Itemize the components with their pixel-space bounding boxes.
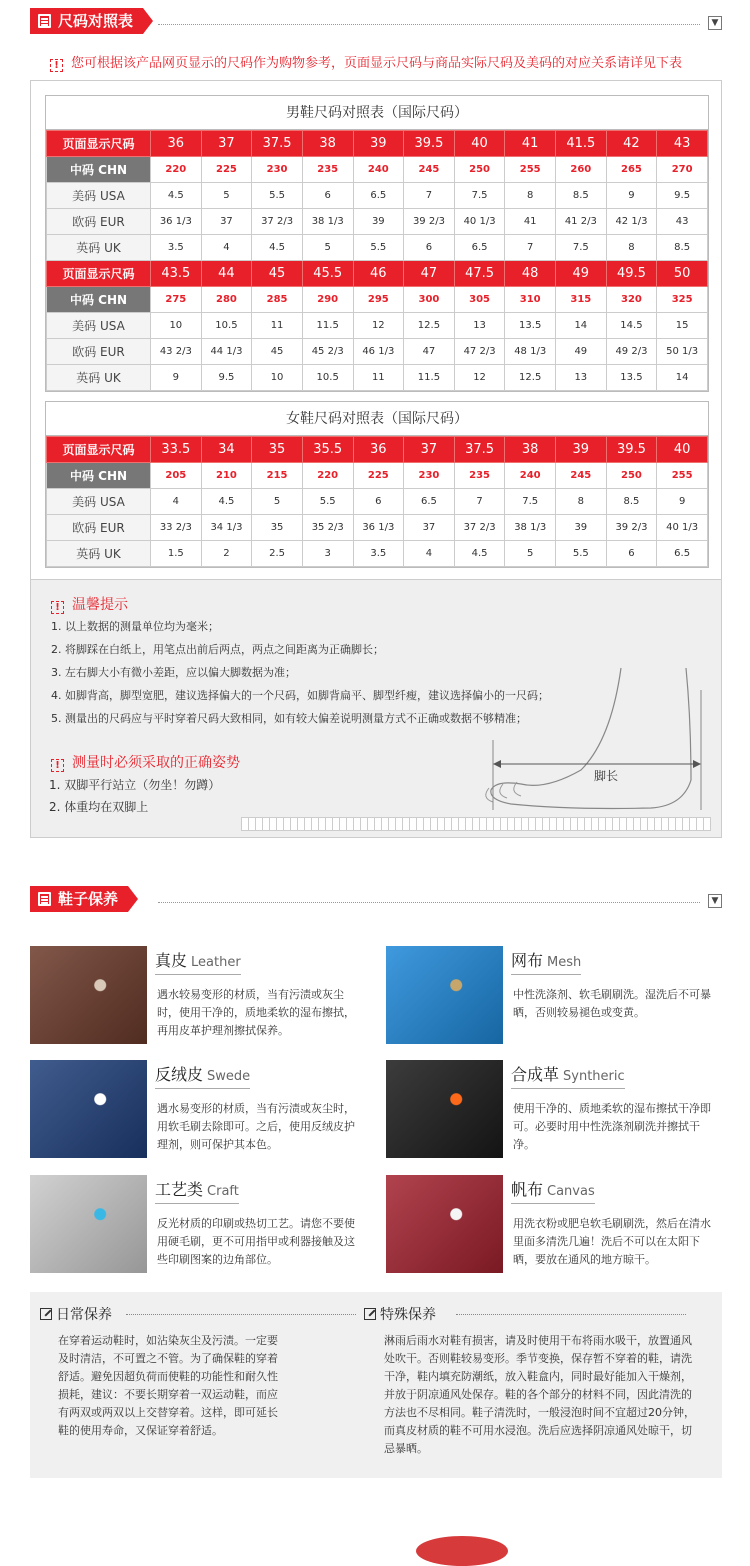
size-cell: 44 [201, 261, 252, 287]
care-item [30, 1060, 370, 1160]
size-cell: 47 [404, 261, 455, 287]
size-cell: 255 [657, 463, 708, 489]
size-cell: 280 [201, 287, 252, 313]
size-row [47, 235, 708, 261]
women-table-grid [46, 436, 708, 567]
material-desc: 用洗衣粉或肥皂软毛刷刷洗，然后在清水里面多清洗几遍！洗后不可以在太阳下晒，要放在通风的地方晾干。 [513, 1217, 711, 1266]
size-cell: 46 [353, 261, 404, 287]
size-cell: 36 [353, 437, 404, 463]
alert-icon: ! [50, 59, 63, 72]
material-desc: 反光材质的印刷或热切工艺。请您不要使用硬毛刷，更不可用指甲或利器接触及这些印刷图案的边角部位。 [157, 1217, 355, 1266]
divider [158, 24, 700, 25]
material-desc: 中性洗涤剂、软毛刷刷洗。湿洗后不可暴晒，否则较易褪色或变黄。 [513, 988, 711, 1019]
women-table-title: 女鞋尺码对照表（国际尺码） [46, 402, 708, 436]
material-desc: 使用干净的、质地柔软的湿布擦拭干净即可。必要时用中性洗涤剂刷洗并擦拭干净。 [513, 1102, 711, 1151]
material-name [155, 1062, 250, 1089]
size-cell: 7.5 [556, 235, 607, 261]
tips-heading [51, 594, 128, 614]
table-icon [38, 14, 51, 28]
size-cell: 7 [505, 235, 556, 261]
size-cell: 41 [505, 209, 556, 235]
size-cell: 39 2/3 [404, 209, 455, 235]
size-cell: 5.5 [556, 541, 607, 567]
size-cell: 4.5 [252, 235, 303, 261]
size-cell: 14 [657, 365, 708, 391]
size-cell: 275 [151, 287, 202, 313]
size-row-label: 中码 CHN [47, 463, 151, 489]
size-cell: 205 [151, 463, 202, 489]
size-cell: 45.5 [302, 261, 353, 287]
material-name-cn: 帆布 [511, 1180, 544, 1199]
size-cell: 320 [606, 287, 657, 313]
size-cell: 4.5 [201, 489, 252, 515]
women-size-table [45, 401, 709, 568]
ruler [241, 817, 711, 831]
size-cell: 12 [353, 313, 404, 339]
care-title: 鞋子保养 [58, 890, 119, 908]
material-name-cn: 网布 [511, 951, 544, 970]
size-row [47, 131, 708, 157]
size-cell: 13.5 [606, 365, 657, 391]
tip-line: 4. 如脚背高，脚型宽肥，建议选择偏大的一个尺码，如脚背扁平、脚型纤瘦，建议选择偏小的一尺码； [51, 689, 549, 702]
size-cell: 33.5 [151, 437, 202, 463]
size-row-label: 中码 CHN [47, 157, 151, 183]
size-cell: 220 [302, 463, 353, 489]
chevron-down-icon[interactable]: ▼ [708, 894, 722, 908]
size-cell: 43 [657, 131, 708, 157]
foot-illustration [451, 660, 721, 820]
size-cell: 245 [404, 157, 455, 183]
size-cell: 310 [505, 287, 556, 313]
size-cell: 10 [252, 365, 303, 391]
size-cell: 7.5 [505, 489, 556, 515]
size-cell: 6 [606, 541, 657, 567]
alert-icon: ! [51, 601, 64, 614]
size-cell: 43 [657, 209, 708, 235]
material-image [30, 1175, 147, 1273]
size-cell: 4.5 [151, 183, 202, 209]
size-cell: 40 1/3 [454, 209, 505, 235]
size-chart-title: 尺码对照表 [58, 12, 134, 30]
alert-icon: ! [51, 759, 64, 772]
size-row [47, 209, 708, 235]
material-name-cn: 工艺类 [155, 1180, 204, 1199]
tip-line: 5. 测量出的尺码应与平时穿着尺码大致相同，如有较大偏差说明测量方式不正确或数据不够精准； [51, 712, 527, 725]
size-cell: 34 1/3 [201, 515, 252, 541]
size-cell: 48 [505, 261, 556, 287]
size-cell: 230 [404, 463, 455, 489]
size-cell: 7 [454, 489, 505, 515]
size-cell: 42 1/3 [606, 209, 657, 235]
size-cell: 49 [556, 339, 607, 365]
size-cell: 44 1/3 [201, 339, 252, 365]
posture-line: 2. 体重均在双脚上 [49, 800, 149, 814]
size-cell: 45 [252, 261, 303, 287]
material-desc: 遇水易变形的材质，当有污渍或灰尘时，用软毛刷去除即可。之后，使用反绒皮护理剂，则可保护其本色。 [157, 1102, 355, 1151]
size-cell: 11.5 [302, 313, 353, 339]
size-row-label: 欧码 EUR [47, 339, 151, 365]
size-row-label: 欧码 EUR [47, 515, 151, 541]
size-cell: 43 2/3 [151, 339, 202, 365]
size-cell: 2.5 [252, 541, 303, 567]
size-cell: 14.5 [606, 313, 657, 339]
size-cell: 14 [556, 313, 607, 339]
size-cell: 235 [302, 157, 353, 183]
material-name-en: Leather [191, 955, 241, 970]
document-icon [38, 892, 51, 906]
size-cell: 49.5 [606, 261, 657, 287]
divider [158, 902, 700, 903]
size-cell: 37 [201, 131, 252, 157]
size-cell: 39.5 [404, 131, 455, 157]
size-panel [30, 80, 722, 838]
material-name-en: Mesh [547, 955, 582, 970]
size-cell: 43.5 [151, 261, 202, 287]
size-row-label: 美码 USA [47, 489, 151, 515]
size-row-label: 欧码 EUR [47, 209, 151, 235]
size-cell: 33 2/3 [151, 515, 202, 541]
material-image [30, 1060, 147, 1158]
size-row-label: 英码 UK [47, 235, 151, 261]
care-item [386, 1060, 726, 1160]
size-cell: 315 [556, 287, 607, 313]
material-image [386, 1060, 503, 1158]
size-row [47, 489, 708, 515]
size-cell: 9 [657, 489, 708, 515]
size-cell: 5.5 [353, 235, 404, 261]
material-name-en: Syntheric [563, 1069, 625, 1084]
size-cell: 37.5 [454, 437, 505, 463]
size-cell: 235 [454, 463, 505, 489]
size-cell: 47 2/3 [454, 339, 505, 365]
divider [126, 1314, 356, 1315]
daily-care-title: 日常保养 [56, 1307, 112, 1323]
size-row-label: 英码 UK [47, 541, 151, 567]
size-cell: 5 [302, 235, 353, 261]
size-cell: 270 [657, 157, 708, 183]
care-tag [30, 886, 128, 912]
size-cell: 37.5 [252, 131, 303, 157]
size-cell: 11 [353, 365, 404, 391]
material-image [386, 946, 503, 1044]
size-cell: 39 2/3 [606, 515, 657, 541]
size-row-label: 页面显示尺码 [47, 261, 151, 287]
size-cell: 38 [302, 131, 353, 157]
size-cell: 3 [302, 541, 353, 567]
size-cell: 15 [657, 313, 708, 339]
size-cell: 41 2/3 [556, 209, 607, 235]
posture-heading [51, 752, 240, 772]
size-cell: 325 [657, 287, 708, 313]
tips-title: 温馨提示 [72, 597, 128, 613]
posture-title: 测量时必须采取的正确姿势 [72, 755, 240, 771]
posture-line: 1. 双脚平行站立（勿坐！勿蹲） [49, 778, 221, 792]
daily-care-text: 在穿着运动鞋时，如沾染灰尘及污渍。一定要及时清洁，不可置之不管。为了确保鞋的穿着舒适。避免因超负荷而使鞋的功能性和耐久性损耗，建议：不要长期穿着一双运动鞋，而应有两双或两双以上交替穿着。这样，即可延长鞋的使用寿命，又保证穿着舒适。 [58, 1334, 278, 1437]
size-row-label: 中码 CHN [47, 287, 151, 313]
material-name [511, 948, 581, 975]
size-cell: 38 [505, 437, 556, 463]
tips-area [31, 579, 721, 837]
size-cell: 12.5 [404, 313, 455, 339]
material-name [511, 1177, 595, 1204]
size-cell: 8 [606, 235, 657, 261]
size-cell: 37 [404, 515, 455, 541]
special-care-text: 淋雨后雨水对鞋有损害，请及时使用干布将雨水吸干，放置通风处吹干。否则鞋较易变形。季节变换，保存暂不穿着的鞋，请洗干净，鞋内填充防潮纸，放入鞋盒内，同时最好能加入干燥剂，并放于阴凉通风处保存。鞋的各个部分的材料不同，因此清洗的方法也不尽相同。鞋子清洗时，一般浸泡时间不宜超过20分钟，而真皮材质的鞋不可用水浸泡。洗后应选择阴凉通风处晾干，切忌暴晒。 [384, 1334, 695, 1455]
size-row [47, 437, 708, 463]
size-cell: 295 [353, 287, 404, 313]
size-row [47, 157, 708, 183]
size-cell: 240 [505, 463, 556, 489]
size-cell: 34 [201, 437, 252, 463]
size-cell: 305 [454, 287, 505, 313]
size-cell: 40 [454, 131, 505, 157]
size-cell: 6 [404, 235, 455, 261]
size-cell: 300 [404, 287, 455, 313]
size-cell: 3.5 [151, 235, 202, 261]
size-cell: 3.5 [353, 541, 404, 567]
size-cell: 40 1/3 [657, 515, 708, 541]
size-cell: 13 [454, 313, 505, 339]
size-cell: 9.5 [657, 183, 708, 209]
size-row [47, 287, 708, 313]
edit-icon [364, 1308, 376, 1320]
special-care-title: 特殊保养 [380, 1307, 436, 1323]
size-notice [50, 52, 682, 72]
size-cell: 50 1/3 [657, 339, 708, 365]
size-row [47, 313, 708, 339]
material-name-cn: 真皮 [155, 951, 188, 970]
material-image [386, 1175, 503, 1273]
tip-line: 1. 以上数据的测量单位均为毫米； [51, 620, 219, 633]
size-cell: 13 [556, 365, 607, 391]
care-header [30, 886, 722, 912]
size-cell: 39.5 [606, 437, 657, 463]
material-desc: 遇水较易变形的材质，当有污渍或灰尘时，使用干净的，质地柔软的湿布擦拭，再用皮革护理剂擦拭保养。 [157, 988, 355, 1037]
size-cell: 215 [252, 463, 303, 489]
size-cell: 41.5 [556, 131, 607, 157]
size-cell: 37 2/3 [252, 209, 303, 235]
size-cell: 4 [151, 489, 202, 515]
size-cell: 6.5 [454, 235, 505, 261]
foot-length-label: 脚长 [593, 769, 619, 783]
size-notice-text: 您可根据该产品网页显示的尺码作为购物参考，页面显示尺码与商品实际尺码及美码的对应关系请详见下表 [71, 56, 683, 71]
size-row-label: 美码 USA [47, 313, 151, 339]
size-cell: 45 2/3 [302, 339, 353, 365]
size-cell: 245 [556, 463, 607, 489]
size-cell: 260 [556, 157, 607, 183]
material-image [30, 946, 147, 1044]
size-cell: 11 [252, 313, 303, 339]
size-cell: 47.5 [454, 261, 505, 287]
special-care-heading [364, 1304, 436, 1324]
size-cell: 39 [556, 437, 607, 463]
size-cell: 39 [556, 515, 607, 541]
size-cell: 13.5 [505, 313, 556, 339]
material-name-en: Canvas [547, 1184, 595, 1199]
size-cell: 250 [454, 157, 505, 183]
size-row [47, 541, 708, 567]
size-cell: 8.5 [657, 235, 708, 261]
size-cell: 230 [252, 157, 303, 183]
size-cell: 8.5 [556, 183, 607, 209]
size-cell: 41 [505, 131, 556, 157]
material-name-cn: 反绒皮 [155, 1065, 204, 1084]
size-cell: 6.5 [404, 489, 455, 515]
size-cell: 6.5 [657, 541, 708, 567]
size-row-label: 美码 USA [47, 183, 151, 209]
chevron-down-icon[interactable]: ▼ [708, 16, 722, 30]
size-cell: 7.5 [454, 183, 505, 209]
size-cell: 210 [201, 463, 252, 489]
size-cell: 5 [505, 541, 556, 567]
size-cell: 225 [201, 157, 252, 183]
size-cell: 10 [151, 313, 202, 339]
size-row [47, 339, 708, 365]
size-cell: 48 1/3 [505, 339, 556, 365]
size-row [47, 183, 708, 209]
size-cell: 38 1/3 [302, 209, 353, 235]
daily-care-heading [40, 1304, 112, 1324]
size-row-label: 英码 UK [47, 365, 151, 391]
size-cell: 8 [505, 183, 556, 209]
size-cell: 35 [252, 515, 303, 541]
size-cell: 36 1/3 [151, 209, 202, 235]
size-cell: 7 [404, 183, 455, 209]
size-cell: 10.5 [302, 365, 353, 391]
size-cell: 40 [657, 437, 708, 463]
size-cell: 4 [201, 235, 252, 261]
size-cell: 8 [556, 489, 607, 515]
size-cell: 36 1/3 [353, 515, 404, 541]
size-cell: 36 [151, 131, 202, 157]
size-cell: 5 [201, 183, 252, 209]
care-item [386, 1175, 726, 1275]
size-cell: 6 [353, 489, 404, 515]
size-cell: 37 2/3 [454, 515, 505, 541]
size-cell: 9 [151, 365, 202, 391]
size-cell: 9.5 [201, 365, 252, 391]
size-cell: 12.5 [505, 365, 556, 391]
divider [456, 1314, 686, 1315]
size-cell: 37 [404, 437, 455, 463]
special-care [360, 1292, 695, 1478]
size-cell: 35 [252, 437, 303, 463]
size-cell: 240 [353, 157, 404, 183]
size-cell: 35.5 [302, 437, 353, 463]
men-table-title: 男鞋尺码对照表（国际尺码） [46, 96, 708, 130]
size-row-label: 页面显示尺码 [47, 131, 151, 157]
size-cell: 47 [404, 339, 455, 365]
men-table-grid [46, 130, 708, 391]
size-cell: 5.5 [252, 183, 303, 209]
size-cell: 50 [657, 261, 708, 287]
tip-line: 3. 左右脚大小有微小差距，应以偏大脚数据为准； [51, 666, 296, 679]
size-cell: 45 [252, 339, 303, 365]
size-cell: 2 [201, 541, 252, 567]
size-row [47, 365, 708, 391]
size-cell: 6.5 [353, 183, 404, 209]
size-cell: 290 [302, 287, 353, 313]
size-cell: 9 [606, 183, 657, 209]
size-cell: 38 1/3 [505, 515, 556, 541]
material-name-en: Swede [207, 1069, 251, 1084]
men-size-table [45, 95, 709, 392]
size-cell: 225 [353, 463, 404, 489]
size-cell: 35 2/3 [302, 515, 353, 541]
size-cell: 42 [606, 131, 657, 157]
size-cell: 4.5 [454, 541, 505, 567]
care-item [386, 946, 726, 1046]
size-cell: 49 [556, 261, 607, 287]
edit-icon [40, 1308, 52, 1320]
daily-care [30, 1292, 360, 1478]
size-cell: 46 1/3 [353, 339, 404, 365]
material-name-en: Craft [207, 1184, 239, 1199]
material-name-cn: 合成革 [511, 1065, 560, 1084]
size-cell: 6 [302, 183, 353, 209]
partial-product-image [416, 1536, 508, 1566]
size-cell: 39 [353, 209, 404, 235]
size-cell: 4 [404, 541, 455, 567]
size-chart-tag [30, 8, 143, 34]
size-row-label: 页面显示尺码 [47, 437, 151, 463]
maintenance-area [30, 1292, 722, 1478]
size-cell: 285 [252, 287, 303, 313]
size-cell: 265 [606, 157, 657, 183]
size-row [47, 463, 708, 489]
care-item [30, 1175, 370, 1275]
tip-line: 2. 将脚踩在白纸上，用笔点出前后两点，两点之间距离为正确脚长； [51, 643, 384, 656]
size-cell: 5 [252, 489, 303, 515]
size-cell: 255 [505, 157, 556, 183]
size-row [47, 261, 708, 287]
size-chart-header [30, 8, 722, 34]
material-name [511, 1062, 625, 1089]
size-cell: 10.5 [201, 313, 252, 339]
size-cell: 8.5 [606, 489, 657, 515]
size-cell: 11.5 [404, 365, 455, 391]
size-cell: 220 [151, 157, 202, 183]
size-cell: 5.5 [302, 489, 353, 515]
material-name [155, 1177, 239, 1204]
size-cell: 250 [606, 463, 657, 489]
size-row [47, 515, 708, 541]
size-cell: 49 2/3 [606, 339, 657, 365]
size-cell: 12 [454, 365, 505, 391]
size-cell: 39 [353, 131, 404, 157]
material-name [155, 948, 241, 975]
care-item [30, 946, 370, 1046]
size-cell: 37 [201, 209, 252, 235]
size-cell: 1.5 [151, 541, 202, 567]
